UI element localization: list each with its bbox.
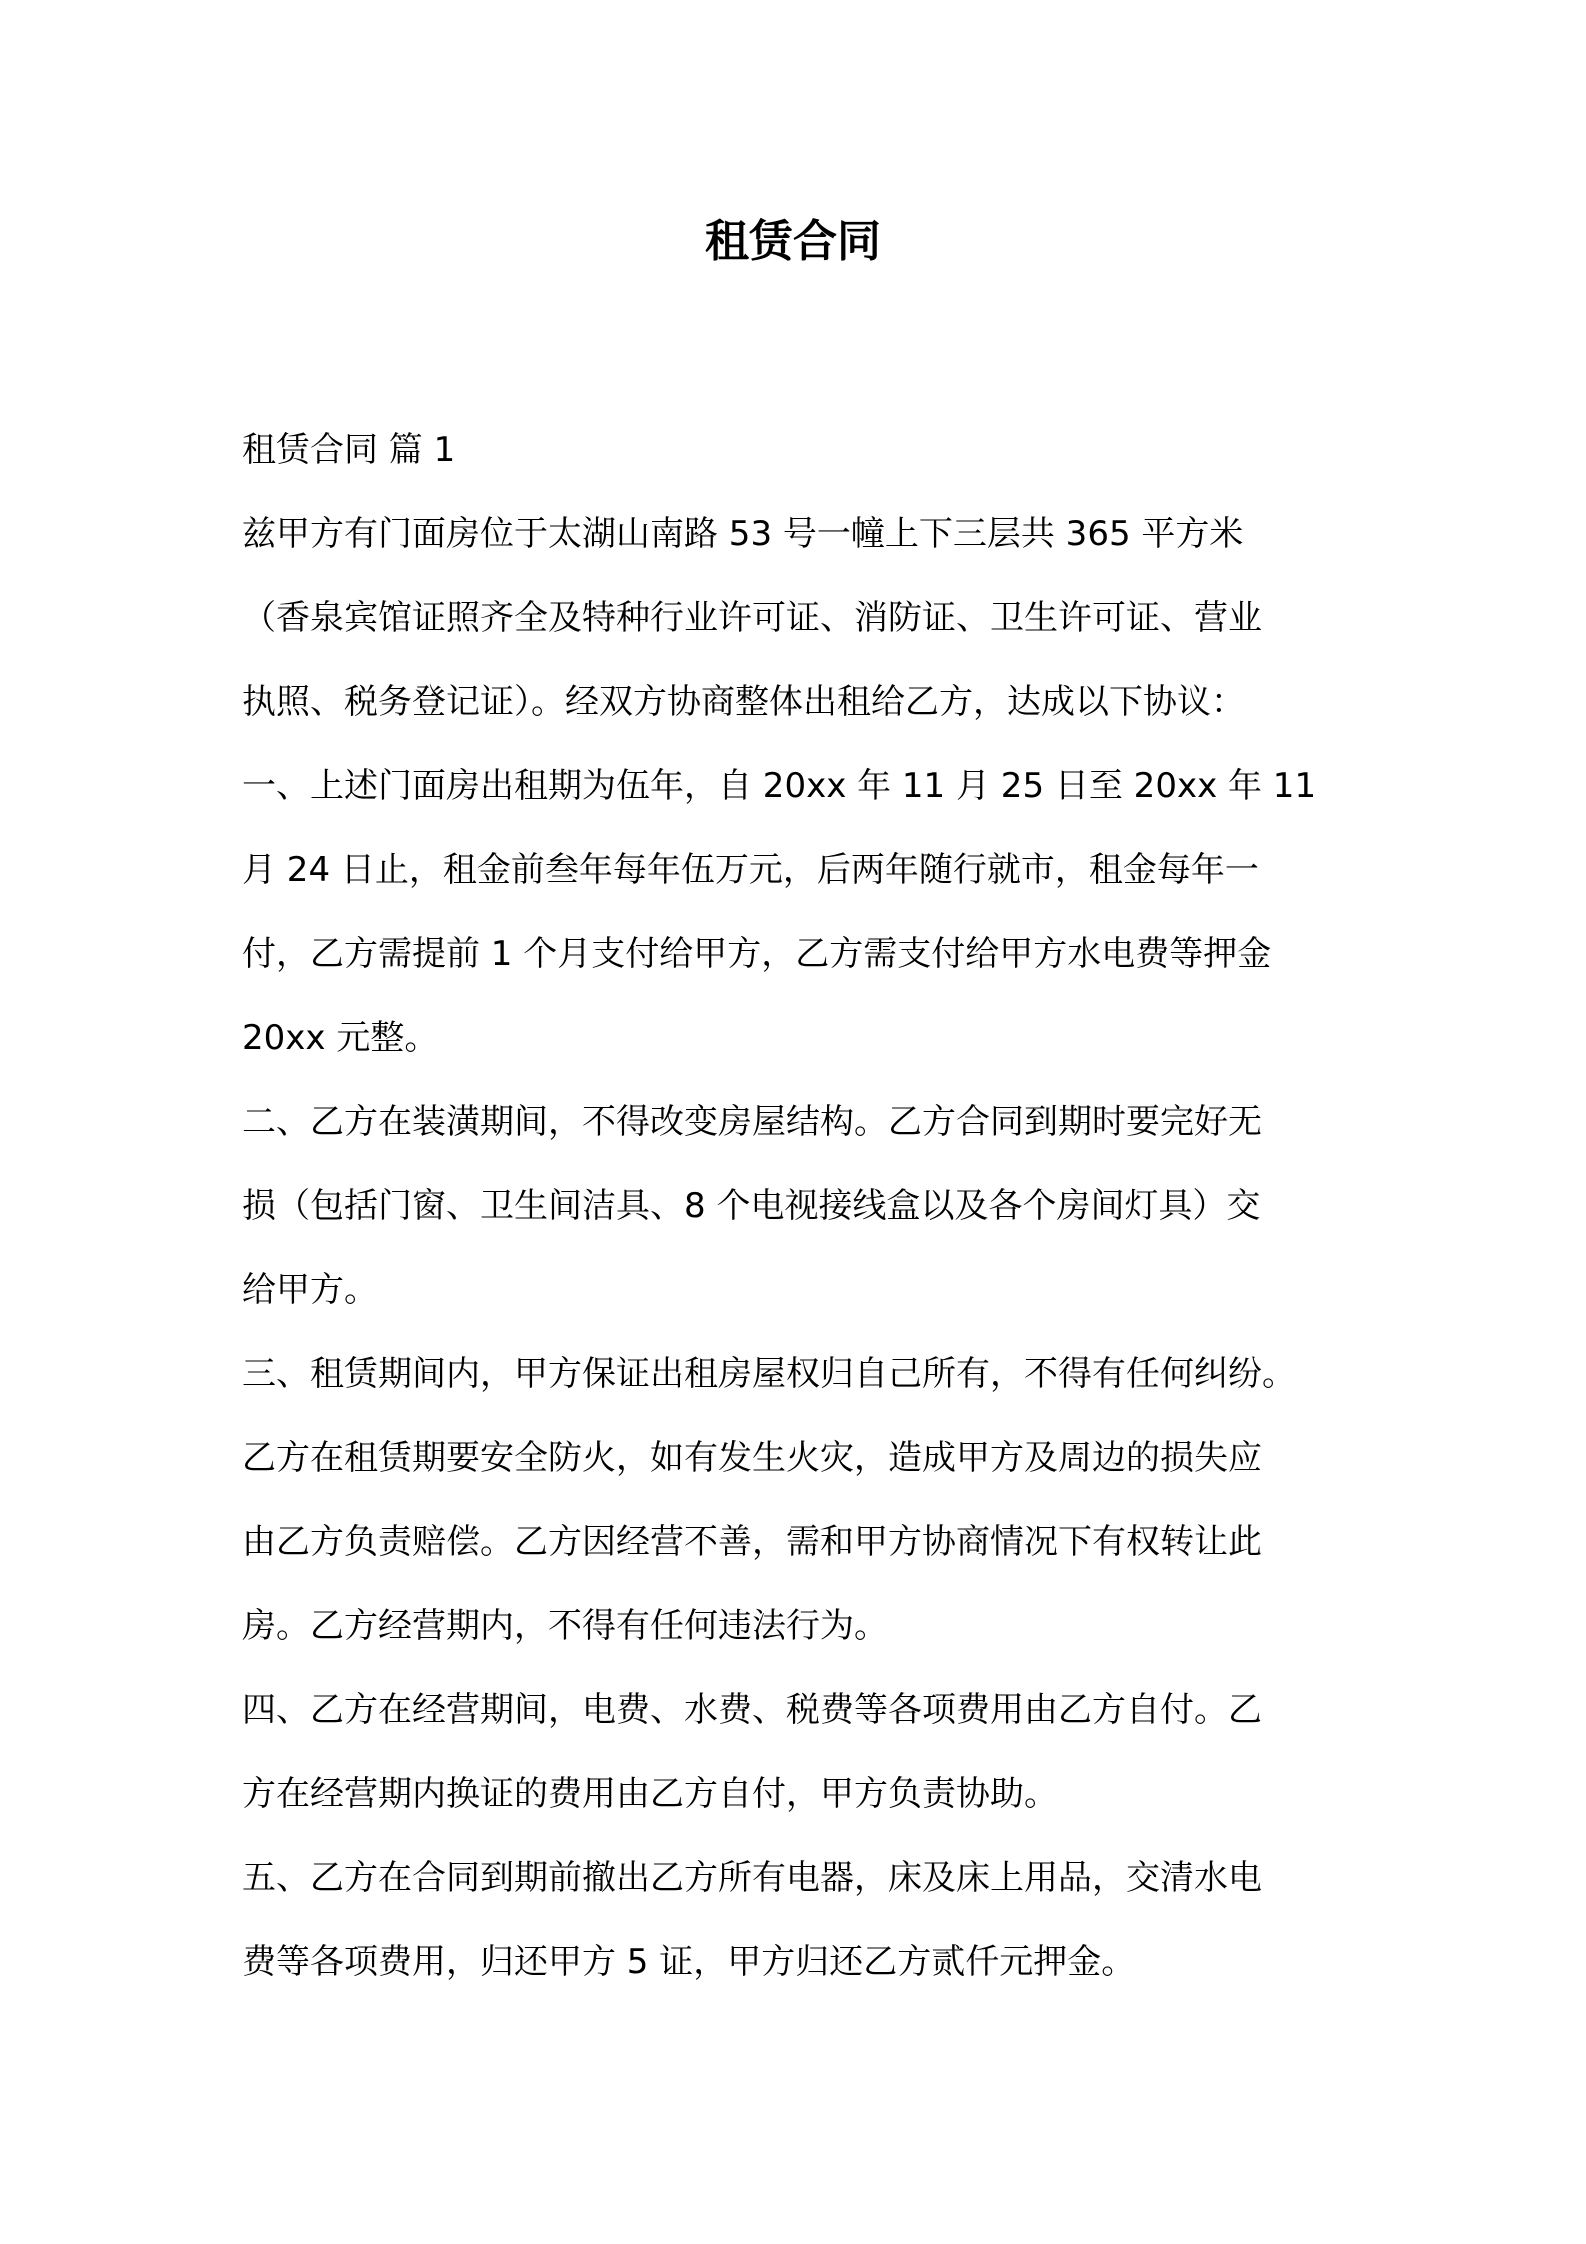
text-line: 兹甲方有门面房位于太湖山南路 53 号一幢上下三层共 365 平方米 [242, 514, 1244, 554]
document-body [242, 408, 1362, 2004]
text-line: 房。乙方经营期内，不得有任何违法行为。 [242, 1606, 888, 1646]
text-line: 方在经营期内换证的费用由乙方自付，甲方负责协助。 [242, 1774, 1058, 1814]
text-line: 20xx 元整。 [242, 1018, 439, 1058]
document-title: 租赁合同 [705, 216, 881, 267]
text-line: 费等各项费用，归还甲方 5 证，甲方归还乙方贰仟元押金。 [242, 1942, 1136, 1982]
text-line: 二、乙方在装潢期间，不得改变房屋结构。乙方合同到期时要完好无 [242, 1102, 1262, 1142]
text-line: 月 24 日止，租金前叁年每年伍万元，后两年随行就市，租金每年一 [242, 850, 1259, 890]
text-line: 四、乙方在经营期间，电费、水费、税费等各项费用由乙方自付。乙 [242, 1690, 1262, 1730]
text-line: 付，乙方需提前 1 个月支付给甲方，乙方需支付给甲方水电费等押金 [242, 934, 1272, 974]
text-line: 三、租赁期间内，甲方保证出租房屋权归自己所有，不得有任何纠纷。 [242, 1354, 1296, 1394]
text-line: 一、上述门面房出租期为伍年，自 20xx 年 11 月 25 日至 20xx 年 11 [242, 766, 1317, 806]
text-line: 由乙方负责赔偿。乙方因经营不善，需和甲方协商情况下有权转让此 [242, 1522, 1262, 1562]
section-heading: 租赁合同 篇 1 [242, 430, 456, 470]
text-line: 损（包括门窗、卫生间洁具、8 个电视接线盒以及各个房间灯具）交 [242, 1186, 1261, 1226]
text-line: 五、乙方在合同到期前撤出乙方所有电器，床及床上用品，交清水电 [242, 1858, 1262, 1898]
text-line: 执照、税务登记证）。经双方协商整体出租给乙方，达成以下协议： [242, 682, 1245, 722]
text-line: （香泉宾馆证照齐全及特种行业许可证、消防证、卫生许可证、营业 [242, 598, 1262, 638]
text-line: 给甲方。 [242, 1270, 378, 1310]
text-line: 乙方在租赁期要安全防火，如有发生火灾，造成甲方及周边的损失应 [242, 1438, 1262, 1478]
